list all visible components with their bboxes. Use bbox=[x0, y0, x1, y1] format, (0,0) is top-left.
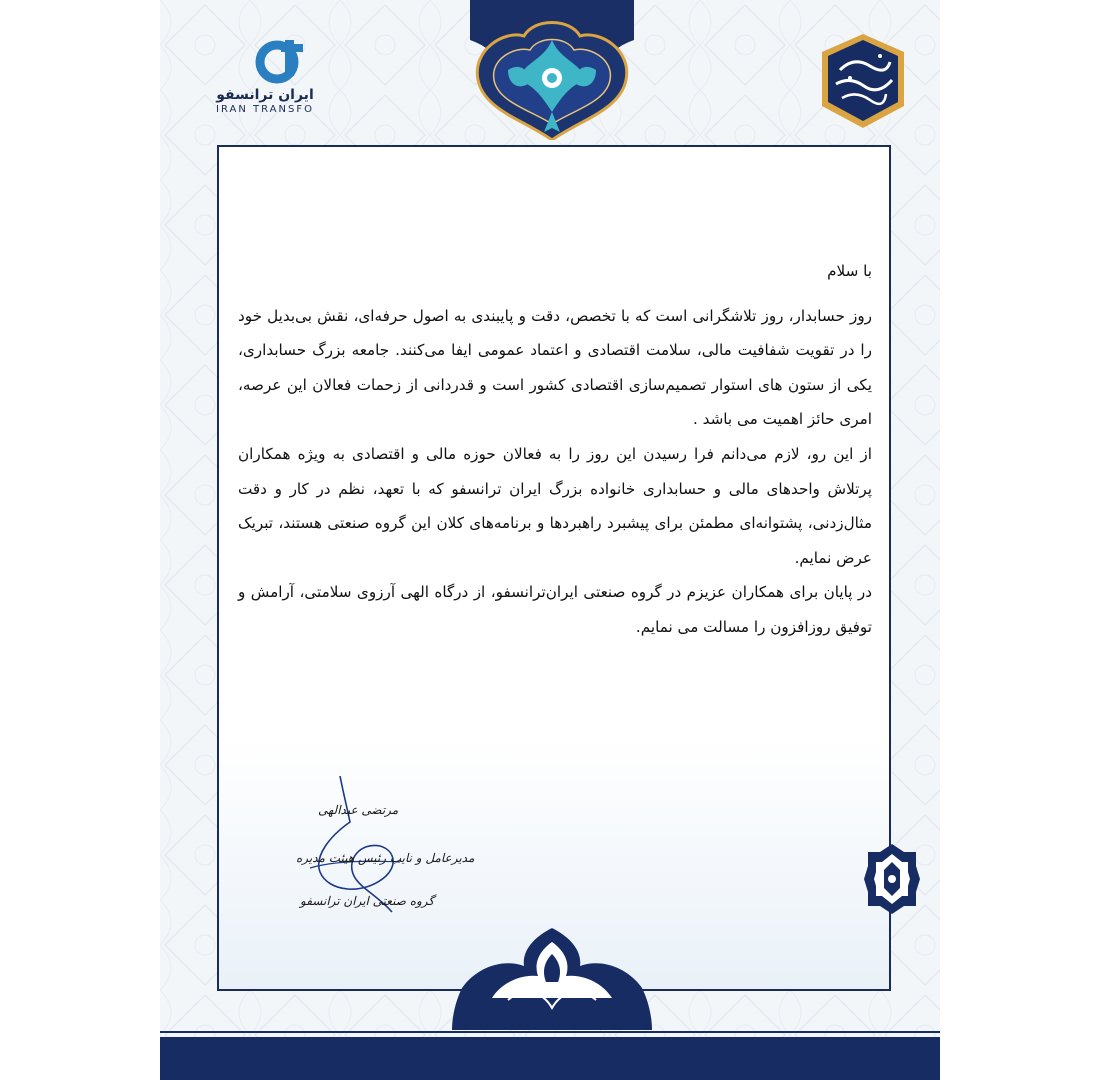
side-knot-ornament-icon bbox=[864, 842, 920, 916]
greeting: با سلام bbox=[827, 262, 872, 280]
brand-latin: IRAN TRANSFO bbox=[216, 104, 314, 115]
paragraph-1: روز حسابدار، روز تلاشگرانی است که با تخصص، دقت و پایبندی به اصول حرفه‌ای، نقش بی‌بدیل خود را در تقویت شفافیت مالی، سلامت اقتصادی و اعتماد عمومی ایفا می‌کنند. جامعه بزرگ حسابداری، یکی از ستون های استوار تصمیم‌سازی اقتصادی کشور است و قدردانی از زحمات فعالان این عرصه، امری حائز اهمیت می باشد . bbox=[238, 306, 872, 429]
signatory-title: مدیرعامل و نایب رئیس هیئت مدیره bbox=[296, 851, 475, 865]
paragraph-3: در پایان برای همکاران عزیزم در گروه صنعتی ایران‌ترانسفو، از درگاه الهی آرزوی سلامتی، آرامش و توفیق روزافزون را مسالت می نمایم. bbox=[238, 583, 872, 636]
year-slogan-emblem-icon bbox=[820, 32, 906, 130]
signatory-name: مرتضی عبدالهی bbox=[318, 803, 399, 817]
arabesque-ornament-icon bbox=[464, 0, 640, 140]
letter-body bbox=[238, 254, 872, 645]
paragraph-2: از این رو، لازم می‌دانم فرا رسیدن این روز را به فعالان حوزه مالی و اقتصادی به ویژه همکاران پرتلاش واحدهای مالی و حسابداری خانواده بزرگ ایران ترانسفو که با تعهد، نظم در کار و دقت مثال‌زدنی، پشتوانه‌ای مطمئن برای پیشبرد راهبردها و برنامه‌های کلان این گروه صنعتی هستند، تبریک عرض نمایم. bbox=[238, 444, 872, 567]
footer-band bbox=[160, 1037, 940, 1080]
footer-line bbox=[160, 1031, 940, 1033]
bottom-arabesque-ornament-icon bbox=[452, 928, 652, 1030]
signatory-organization: گروه صنعتی ایران ترانسفو bbox=[300, 894, 435, 908]
brand-name: ایران ترانسفو bbox=[216, 87, 314, 103]
